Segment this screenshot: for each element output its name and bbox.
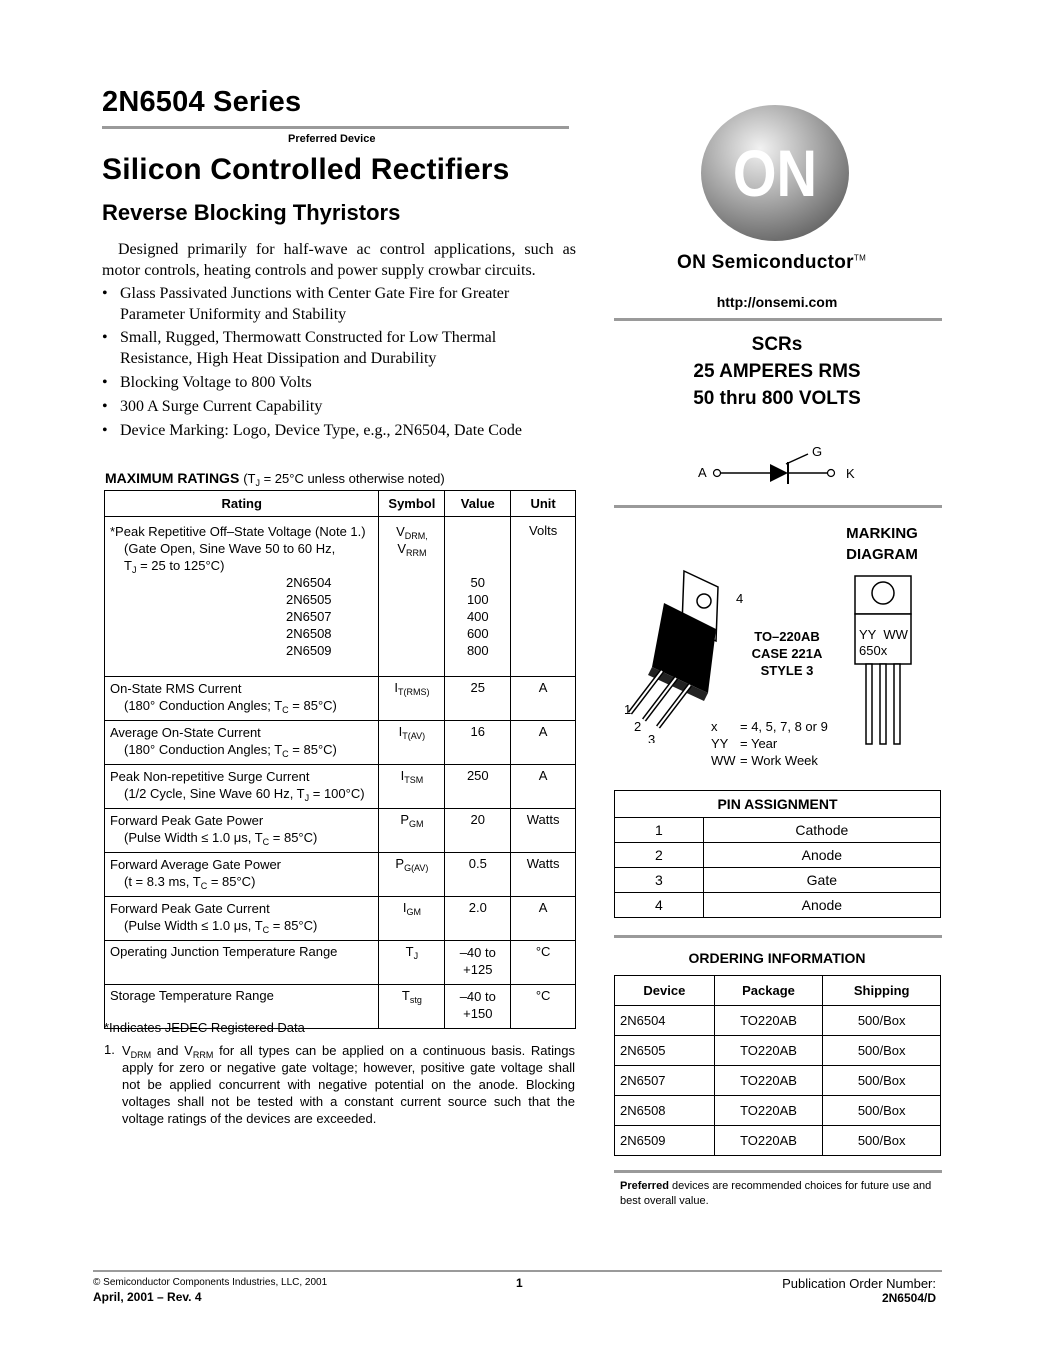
table-row: Forward Peak Gate Power (Pulse Width ≤ 1.0 μs, $T_C = 85^\circ C$) $P_{GM}$ 20 Watts xyxy=(105,809,576,853)
table-row: *Peak Repetitive Off–State Voltage (Note 1.) (Gate Open, Sine Wave 50 to 60 Hz, $T_J = 25$ to 125°C) 2N6504 2N6505 2N6507 2N6508 2N6509 $V_{DRM,}$ $V_{RRM}$ 50 100 400 600 800 Volts xyxy=(105,517,576,677)
spec-summary: SCRs 25 AMPERES RMS 50 thru 800 VOLTS xyxy=(693,334,861,409)
table-row: Forward Average Gate Power (t = 8.3 ms, $T_C = 85^\circ C$) $P_{G(AV)}$ 0.5 Watts xyxy=(105,853,576,897)
on-semiconductor-logo xyxy=(698,103,853,243)
table-row: 2N6504 TO220AB 500/Box xyxy=(615,1006,941,1036)
intro-paragraph: Designed primarily for half-wave ac control applications, such as motor controls, heating controls and power supply crowbar circuits. xyxy=(102,241,576,279)
col-header-shipping: Shipping xyxy=(823,976,941,1006)
table-row: 4 Anode xyxy=(615,893,941,918)
svg-text:ON: ON xyxy=(732,136,817,211)
to220-package-drawing xyxy=(616,563,756,743)
jedec-note: *Indicates JEDEC Registered Data xyxy=(104,1020,305,1035)
bullet-item: • Device Marking: Logo, Device Type, e.g., 2N6504, Date Code xyxy=(102,422,523,439)
svg-text:4: 4 xyxy=(736,591,744,606)
marking-diagram-title: MARKING DIAGRAM xyxy=(846,525,918,563)
divider xyxy=(614,505,942,508)
col-header-package: Package xyxy=(714,976,823,1006)
pin-assignment-title: PIN ASSIGNMENT xyxy=(615,791,941,818)
max-ratings-table xyxy=(104,490,576,1029)
publication-label: Publication Order Number: xyxy=(782,1276,936,1291)
page-title: Silicon Controlled Rectifiers xyxy=(102,153,510,186)
table-row: 2 Anode xyxy=(615,843,941,868)
col-header-value: Value xyxy=(445,491,511,517)
bullet-item: • 300 A Surge Current Capability xyxy=(102,398,323,415)
table-row: 2N6509 TO220AB 500/Box xyxy=(615,1126,941,1156)
svg-text:3: 3 xyxy=(648,732,656,743)
max-ratings-heading: MAXIMUM RATINGS ($T_J = 25^\circ C$ unless otherwise noted) xyxy=(105,470,445,488)
revision-date: April, 2001 – Rev. 4 xyxy=(93,1290,202,1304)
header-rule xyxy=(102,126,569,129)
col-header-device: Device xyxy=(615,976,715,1006)
website-link[interactable]: http://onsemi.com xyxy=(716,294,838,310)
table-row: Average On-State Current (180° Conduction Angles; $T_C = 85^\circ C$) $I_{T(AV)}$ 16 A xyxy=(105,721,576,765)
page-subtitle: Reverse Blocking Thyristors xyxy=(102,200,401,225)
divider xyxy=(614,1170,942,1173)
table-row: 2N6508 TO220AB 500/Box xyxy=(615,1096,941,1126)
svg-text:G: G xyxy=(812,444,823,459)
bullet-item: • Blocking Voltage to 800 Volts xyxy=(102,374,312,391)
table-row: 3 Gate xyxy=(615,868,941,893)
divider xyxy=(614,318,942,321)
svg-text:A: A xyxy=(698,465,707,480)
publication-number: 2N6504/D xyxy=(881,1291,936,1305)
svg-text:1: 1 xyxy=(624,702,632,717)
preferred-note: Preferred devices are recommended choices for future use and best overall value. xyxy=(620,1180,932,1207)
pin-assignment-table xyxy=(614,790,941,918)
page-number: 1 xyxy=(516,1276,523,1290)
marking-legend: x = 4, 5, 7, 8 or 9 YY = Year WW = Work Week xyxy=(711,719,828,768)
copyright: © Semiconductor Components Industries, LLC, 2001 xyxy=(93,1277,328,1288)
footer-rule xyxy=(93,1270,942,1272)
scr-schematic-symbol xyxy=(690,442,870,487)
series-title: 2N6504 Series xyxy=(102,86,302,118)
divider xyxy=(614,935,942,938)
marking-diagram xyxy=(850,573,916,747)
ordering-info-title: ORDERING INFORMATION xyxy=(688,950,866,966)
table-row: 2N6507 TO220AB 500/Box xyxy=(615,1066,941,1096)
svg-text:2: 2 xyxy=(634,719,642,734)
table-row: 1 Cathode xyxy=(615,818,941,843)
svg-text:K: K xyxy=(846,466,855,481)
ordering-table xyxy=(614,975,941,1156)
col-header-unit: Unit xyxy=(511,491,576,517)
table-row: Operating Junction Temperature Range $T_J$ –40 to +125 °C xyxy=(105,941,576,985)
col-header-symbol: Symbol xyxy=(379,491,445,517)
svg-text:650x: 650x xyxy=(859,643,888,658)
preferred-device-label: Preferred Device xyxy=(288,133,376,145)
table-row: On-State RMS Current (180° Conduction Angles; $T_C = 85^\circ C$) $I_{T(RMS)}$ 25 A xyxy=(105,677,576,721)
brand-name: ON Semiconductor™ xyxy=(677,252,867,273)
table-row: Storage Temperature Range $T_{stg}$ –40 to +150 °C xyxy=(105,985,576,1029)
bullet-item: • Glass Passivated Junctions with Center Gate Fire for Greater Parameter Uniformity and Stability xyxy=(102,285,510,323)
note-1: $V_{DRM}$ and $V_{RRM}$ for all types can be applied on a continuous basis. Ratings apply for zero or negative gate voltage; however, positive gate voltage shall not be applied concurrent with negative potential on the anode. Blocking voltages shall not be tested with a constant current source such that the voltage ratings of the devices are exceeded. xyxy=(122,1043,575,1126)
note-number: 1. xyxy=(104,1042,115,1057)
table-row: Forward Peak Gate Current (Pulse Width ≤ 1.0 μs, $T_C = 85^\circ C$) $I_{GM}$ 2.0 A xyxy=(105,897,576,941)
svg-text:YY WW: YY WW xyxy=(859,627,908,642)
col-header-rating: Rating xyxy=(105,491,379,517)
table-row: 2N6505 TO220AB 500/Box xyxy=(615,1036,941,1066)
package-label: TO–220AB CASE 221A STYLE 3 xyxy=(751,629,823,678)
table-row: Peak Non-repetitive Surge Current (1/2 Cycle, Sine Wave 60 Hz, $T_J = 100^\circ C$) $I_{TSM}$ 250 A xyxy=(105,765,576,809)
bullet-item: • Small, Rugged, Thermowatt Constructed for Low Thermal Resistance, High Heat Dissipation and Durability xyxy=(102,329,497,367)
